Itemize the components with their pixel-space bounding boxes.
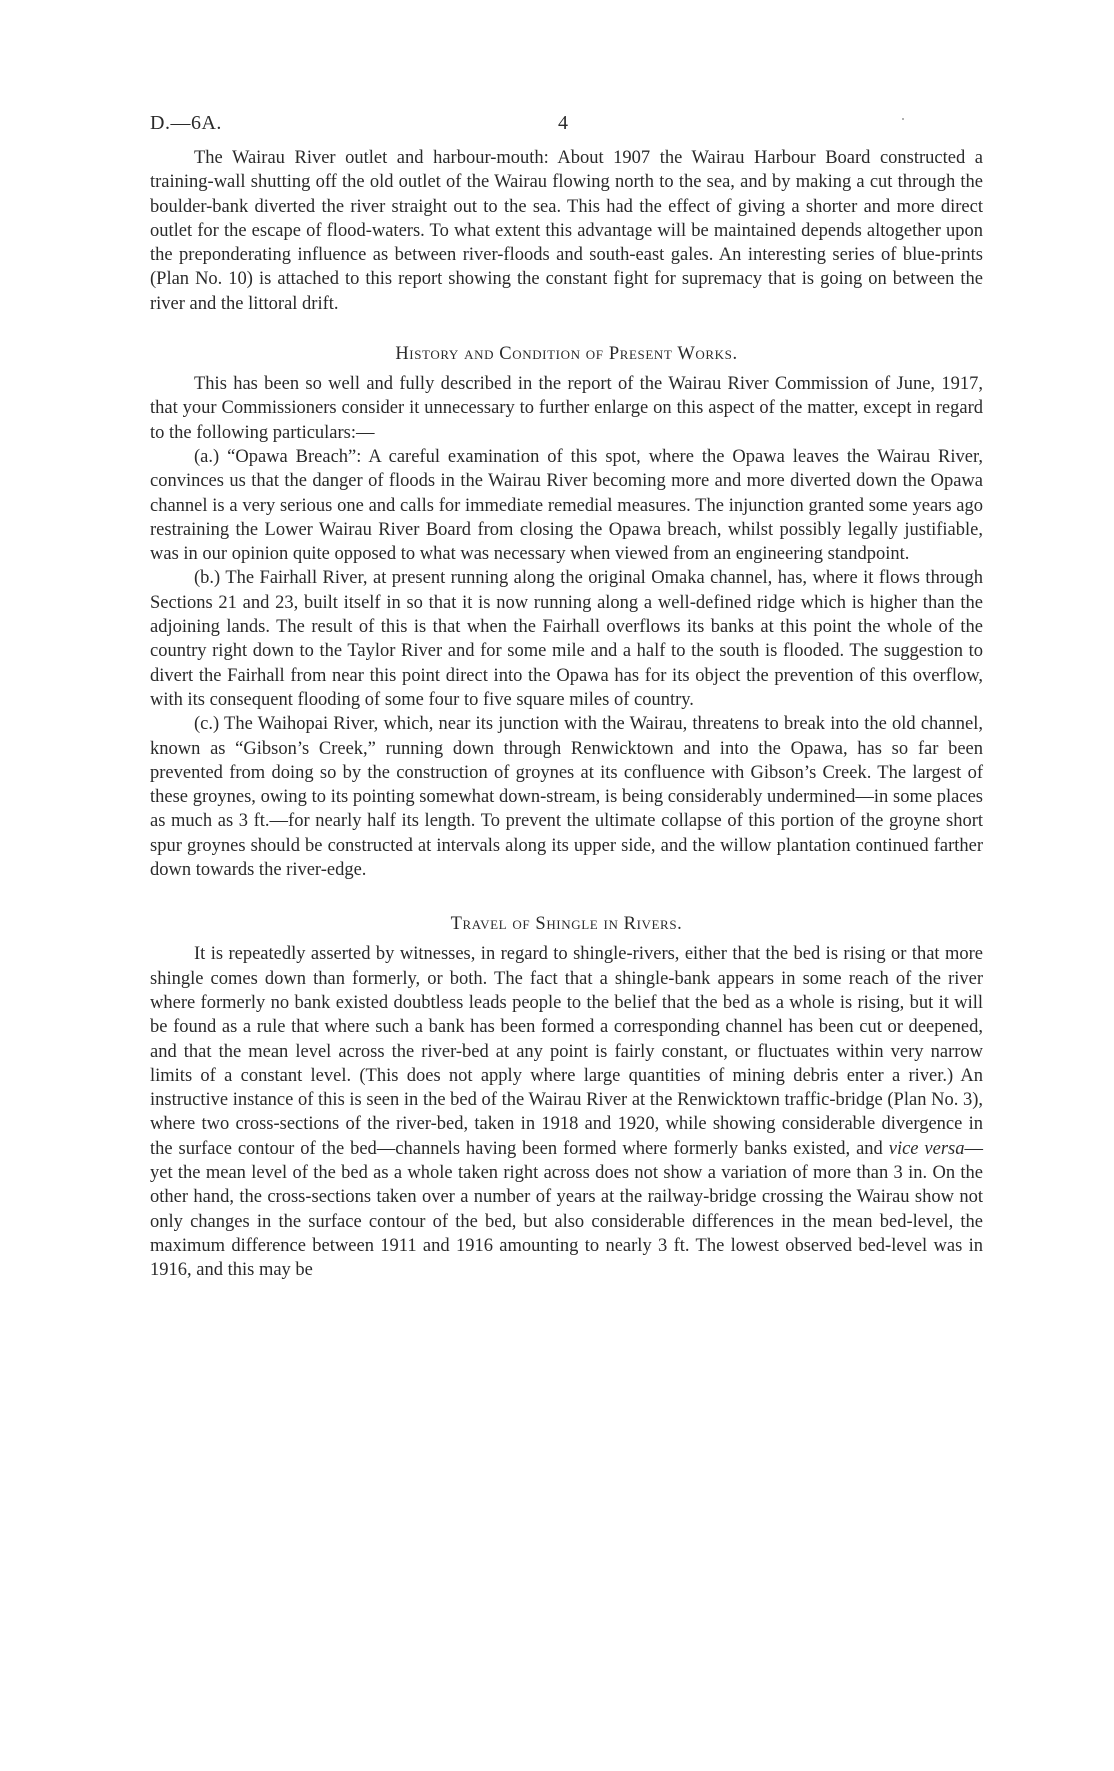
item-c-text: The Waihopai River, which, near its junction with the Wairau, threatens to break into the old channel, known as “Gibson’s Creek,” running down through Renwicktown and into the Opawa, has so far been prevented from doing so by the construction of groynes at its confluence with Gibson’s Creek. The largest of these groynes, owing to its pointing somewhat down-stream, is being considerably undermined—in some places as much as 3 ft.—for nearly half its length. To prevent the ultimate collapse of this portion of the groyne short spur groynes should be constructed at intervals along its upper side, and the willow plantation continued farther down towards the river-edge. (150, 714, 983, 881)
item-b-marker: (b.) (194, 568, 221, 589)
heading-history: History and Condition of Present Works. (395, 344, 738, 365)
paragraph-history-intro: This has been so well and fully described in the report of the Wairau River Commission of June, 1917, that your Commissioners consider it unnecessary to further enlarge on this aspect of the matter, except in regard to the following particulars:— (150, 374, 983, 443)
page-number: 4 (558, 112, 568, 134)
travel-text-part2: —yet the mean level of the bed as a whole taken right across does not show a variation of more than 3 in. On the other hand, the cross-sections taken over a number of years at the railway-bridge crossing the Wairau show not only changes in the surface contour of the bed, but also considerable differences in the mean bed-level, the maximum difference between 1911 and 1916 amounting to nearly 3 ft. The lowest observed bed-level was in 1916, and this may be (150, 1138, 983, 1281)
stray-mark (902, 118, 904, 120)
item-c-marker: (c.) (194, 714, 220, 735)
item-b-text: The Fairhall River, at present running along the original Omaka channel, has, where it flows through Sections 21 and 23, built itself in so that it is now running along a well-defined ridge which is higher than the adjoining lands. The result of this is that when the Fairhall overflows its banks at this point the whole of the country right down to the Taylor River and for some mile and a half to the south is flooded. The suggestion to divert the Fairhall from near this point direct into the Opawa has for its object the prevention of this overflow, with its consequent flooding of some four to five square miles of country. (150, 568, 983, 710)
paragraph-item-a (150, 445, 983, 566)
item-a-text: “Opawa Breach”: A careful examination of this spot, where the Opawa leaves the Wairau River, convinces us that the danger of floods in the Wairau River becoming more and more diverted down the Opawa channel is a very serious one and calls for immediate remedial measures. The injunction granted some years ago restraining the Lower Wairau River Board from closing the Opawa breach, whilst possibly legally justifiable, was in our opinion quite opposed to what was necessary when viewed from an engineering standpoint. (150, 446, 984, 565)
travel-text-part1: It is repeatedly asserted by witnesses, in regard to shingle-rivers, either that the bed is rising or that more shingle comes down than formerly, or both. The fact that a shingle-bank appears in some reach of the river where formerly no bank existed doubtless leads people to the belief that the bed as a whole is rising, but it will be found as a rule that where such a bank has been formed a corresponding channel has been cut or deepened, and that the mean level across the river-bed at any point is fairly constant, or fluctuates within very narrow limits of a constant level. (This does not apply where large quantities of mining debris enter a river.) An instructive instance of this is seen in the bed of the Wairau River at the Renwicktown traffic-bridge (Plan No. 3), where two cross-sections of the river-bed, taken in 1918 and 1920, while showing considerable divergence in the surface contour of the bed—channels having been formed where formerly banks existed, and (150, 944, 983, 1159)
travel-italic-phrase: vice versa (888, 1138, 965, 1159)
heading-travel: Travel of Shingle in Rivers. (450, 914, 683, 935)
item-a-marker: (a.) (194, 446, 220, 467)
paragraph-travel-of-shingle (150, 942, 983, 1282)
paragraph-item-b (150, 566, 983, 712)
paragraph-harbour-mouth: The Wairau River outlet and harbour-mouth: About 1907 the Wairau Harbour Board constructed a training-wall shutting off the old outlet of the Wairau flowing north to the sea, and by making a cut through the boulder-bank diverted the river straight out to the sea. This had the effect of giving a shorter and more direct outlet for the escape of flood-waters. To what extent this advantage will be maintained depends altogether upon the preponderating influence as between river-floods and south-east gales. An interesting series of blue-prints (Plan No. 10) is attached to this report showing the constant fight for supremacy that is going on between the river and the littoral drift. (150, 148, 983, 314)
page-header (150, 112, 983, 146)
document-page (150, 112, 983, 1282)
paragraph-item-c (150, 712, 983, 882)
document-reference: D.—6A. (150, 112, 222, 134)
